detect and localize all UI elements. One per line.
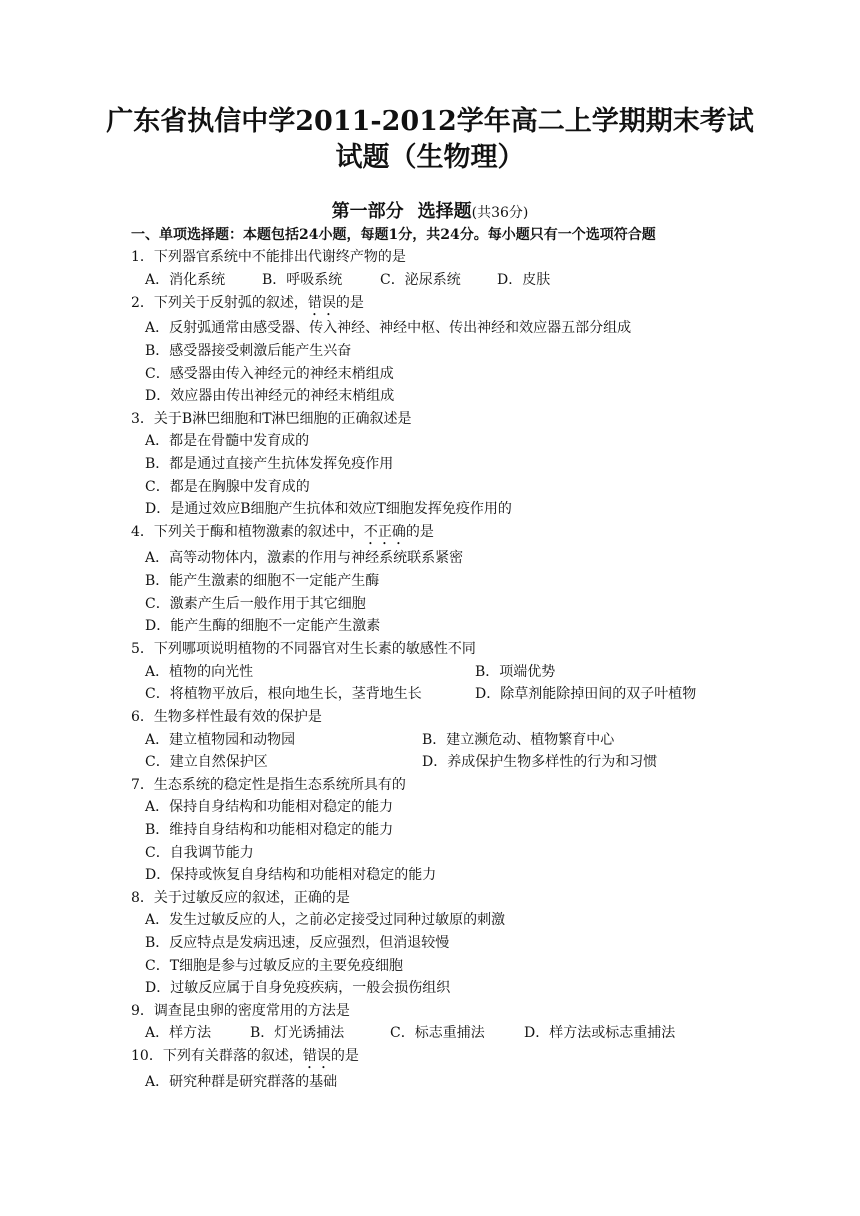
question-6-stem: 6．生物多样性最有效的保护是 [131, 709, 322, 725]
q5-option-c: C．将植物平放后，根向地生长，茎背地生长 [145, 686, 422, 702]
q9-option-b: B．灯光诱捕法 [250, 1025, 345, 1041]
q9-option-d: D．样方法或标志重捕法 [524, 1025, 676, 1041]
q7-option-a: A．保持自身结构和功能相对稳定的能力 [145, 799, 394, 815]
q4-stem-emphasis: 不正确 [363, 524, 406, 540]
q1-option-a: A．消化系统 [145, 272, 226, 288]
q3-option-d: D．是通过效应B细胞产生抗体和效应T细胞发挥免疫作用的 [145, 501, 512, 517]
q9-option-c: C．标志重捕法 [390, 1025, 485, 1041]
section-type: 选择题 [417, 201, 472, 222]
q10-stem-pre: 10．下列有关群落的叙述， [131, 1048, 303, 1064]
q8-option-d: D．过敏反应属于自身免疫疾病，一般会损伤组织 [145, 980, 451, 996]
q4-option-c: C．激素产生后一般作用于其它细胞 [145, 596, 366, 612]
section-note: (共36分) [471, 205, 529, 221]
q4-stem-pre: 4．下列关于酶和植物激素的叙述中， [131, 524, 364, 540]
q2-option-b: B．感受器接受刺激后能产生兴奋 [145, 343, 352, 359]
q1-option-d: D．皮肤 [497, 272, 551, 288]
q6-option-d: D．养成保护生物多样性的行为和习惯 [422, 754, 658, 770]
q10-stem-emphasis: 错误 [302, 1048, 331, 1064]
question-4-stem [131, 523, 434, 548]
title-line-1: 广东省执信中学2011-2012学年高二上学期期末考试 [106, 106, 754, 137]
q7-option-d: D．保持或恢复自身结构和功能相对稳定的能力 [145, 867, 437, 883]
q10-stem-post: 的是 [330, 1048, 359, 1064]
q7-option-b: B．维持自身结构和功能相对稳定的能力 [145, 822, 394, 838]
title-line-2: 试题（生物理） [335, 142, 525, 173]
q2-stem-pre: 2．下列关于反射弧的叙述， [131, 295, 308, 311]
q4-option-a: A．高等动物体内，激素的作用与神经系统联系紧密 [145, 550, 464, 566]
q4-option-d: D．能产生酶的细胞不一定能产生激素 [145, 618, 381, 634]
section-heading [0, 197, 860, 223]
q2-option-c: C．感受器由传入神经元的神经末梢组成 [145, 366, 394, 382]
q2-option-d: D．效应器由传出神经元的神经末梢组成 [145, 388, 395, 404]
q10-option-a: A．研究种群是研究群落的基础 [145, 1074, 338, 1090]
q6-option-c: C．建立自然保护区 [145, 754, 268, 770]
question-9-stem: 9．调查昆虫卵的密度常用的方法是 [131, 1003, 350, 1019]
q1-option-c: C．泌尿系统 [380, 272, 461, 288]
q9-option-a: A．样方法 [145, 1025, 212, 1041]
q3-option-c: C．都是在胸腺中发育成的 [145, 479, 310, 495]
q6-option-b: B．建立濒危动、植物繁育中心 [422, 732, 615, 748]
question-1-stem: 1．下列器官系统中不能排出代谢终产物的是 [131, 249, 406, 265]
q5-option-a: A．植物的向光性 [145, 664, 254, 680]
q7-option-c: C．自我调节能力 [145, 845, 254, 861]
q6-option-a: A．建立植物园和动物园 [145, 732, 296, 748]
q3-option-a: A．都是在骨髓中发育成的 [145, 433, 310, 449]
question-7-stem: 7．生态系统的稳定性是指生态系统所具有的 [131, 777, 406, 793]
q8-option-b: B．反应特点是发病迅速，反应强烈，但消退较慢 [145, 935, 450, 951]
q4-stem-post: 的是 [405, 524, 434, 540]
q3-option-b: B．都是通过直接产生抗体发挥免疫作用 [145, 456, 394, 472]
instruction-text: 一、单项选择题：本题包括24小题，每题1分，共24分。每小题只有一个选项符合题 [131, 227, 656, 243]
question-2-stem [131, 294, 364, 319]
question-8-stem: 8．关于过敏反应的叙述，正确的是 [131, 890, 350, 906]
q2-option-a: A．反射弧通常由感受器、传入神经、神经中枢、传出神经和效应器五部分组成 [145, 320, 632, 336]
q8-option-a: A．发生过敏反应的人，之前必定接受过同种过敏原的刺激 [145, 912, 506, 928]
q1-option-b: B．呼吸系统 [262, 272, 343, 288]
q4-option-b: B．能产生激素的细胞不一定能产生酶 [145, 573, 380, 589]
q5-option-d: D．除草剂能除掉田间的双子叶植物 [475, 686, 697, 702]
question-5-stem: 5．下列哪项说明植物的不同器官对生长素的敏感性不同 [131, 641, 476, 657]
q2-stem-post: 的是 [335, 295, 364, 311]
question-10-stem [131, 1047, 359, 1072]
q2-stem-emphasis: 错误 [307, 295, 336, 311]
q8-option-c: C．T细胞是参与过敏反应的主要免疫细胞 [145, 958, 404, 974]
question-3-stem: 3．关于B淋巴细胞和T淋巴细胞的正确叙述是 [131, 411, 412, 427]
q5-option-b: B．项端优势 [475, 664, 556, 680]
section-part: 第一部分 [331, 201, 404, 222]
